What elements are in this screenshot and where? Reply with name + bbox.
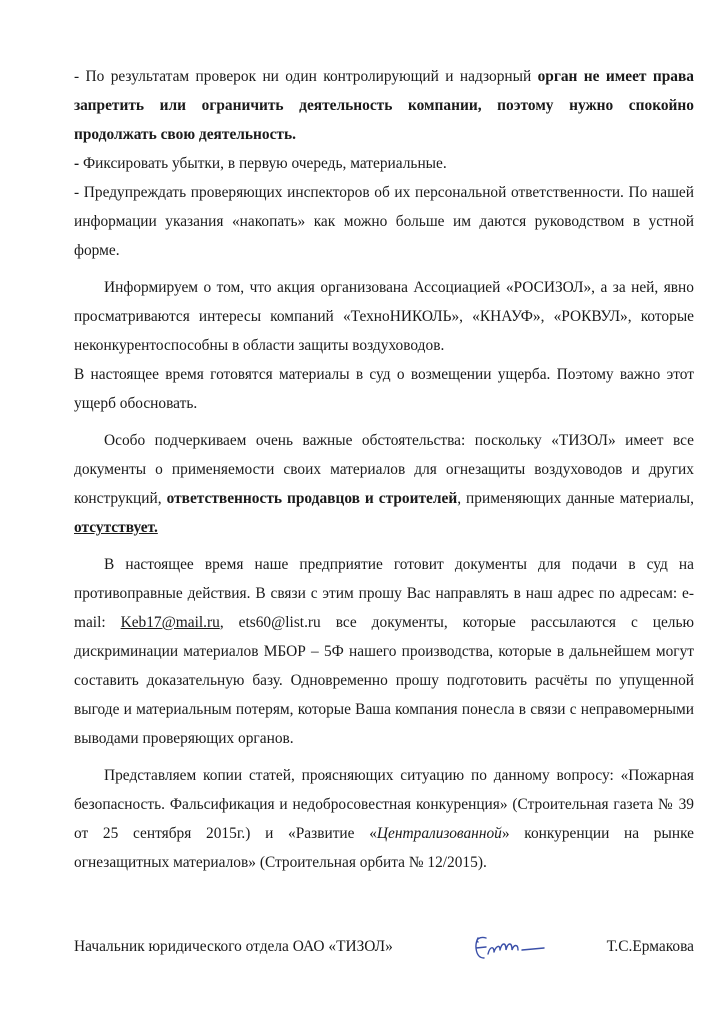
paragraph-rosizol: Информируем о том, что акция организована Ассоциацией «РОСИЗОЛ», а за ней, явно просматриваются интересы компаний «ТехноНИКОЛЬ», «КНАУФ», «РОКВУЛ», которые неконкурентоспособны в области защиты воздуховодов. — [74, 279, 694, 354]
signatory-position: Начальник юридического отдела ОАО «ТИЗОЛ» — [74, 938, 393, 955]
paragraph-court-materials: В настоящее время готовятся материалы в суд о возмещении ущерба. Поэтому важно этот ущерб обосновать. — [74, 366, 694, 412]
paragraph-court-documents: В настоящее время наше предприятие готовит документы для подачи в суд на противоправные действия. В связи с этим прошу Вас направлять в наш адрес по адресам: e-mail: Keb17@mail.ru, ets60@list.ru все документы, которые рассылаются с целью дискриминации материалов МБОР – 5Ф нашего производства, которые в дальнейшем могут составить доказательную базу. Одновременно прошу подготовить расчёты по упущенной выгоде и материальным потерям, которые Ваша компания понесла в связи с неправомерными выводами проверяющих органов. — [74, 556, 694, 747]
paragraph-articles: Представляем копии статей, проясняющих ситуацию по данному вопросу: «Пожарная безопасность. Фальсификация и недобросовестная конкуренция» (Строительная газета № 39 от 25 сентября 2015г.) и «Развитие «Централизованной» конкуренции на рынке огнезащитных материалов» (Строительная орбита № 12/2015). — [74, 767, 694, 871]
signature-block — [74, 928, 694, 968]
paragraph-responsibility: Особо подчеркиваем очень важные обстоятельства: поскольку «ТИЗОЛ» имеет все документы о применяемости своих материалов для огнезащиты воздуховодов и других конструкций, ответственность продавцов и строителей, применяющих данные материалы, отсутствует. — [74, 432, 694, 536]
paragraph-record-losses: - Фиксировать убытки, в первую очередь, материальные. — [74, 155, 447, 172]
paragraph-warn-inspectors: - Предупреждать проверяющих инспекторов об их персональной ответственности. По нашей информации указания «накопать» как можно больше им даются руководством в устной форме. — [74, 184, 694, 259]
handwritten-signature — [472, 928, 552, 968]
letter-body — [74, 62, 694, 877]
email-link[interactable]: Keb17@mail.ru — [120, 614, 220, 631]
paragraph-no-ban: - По результатам проверок ни один контролирующий и надзорный орган не имеет права запретить или ограничить деятельность компании, поэтому нужно спокойно продолжать свою деятельность. — [74, 68, 694, 143]
bold-statement: орган не имеет права запретить или ограничить деятельность компании, поэтому нужно спокойно продолжать свою деятельность. — [74, 68, 694, 143]
signatory-name: Т.С.Ермакова — [606, 938, 694, 955]
